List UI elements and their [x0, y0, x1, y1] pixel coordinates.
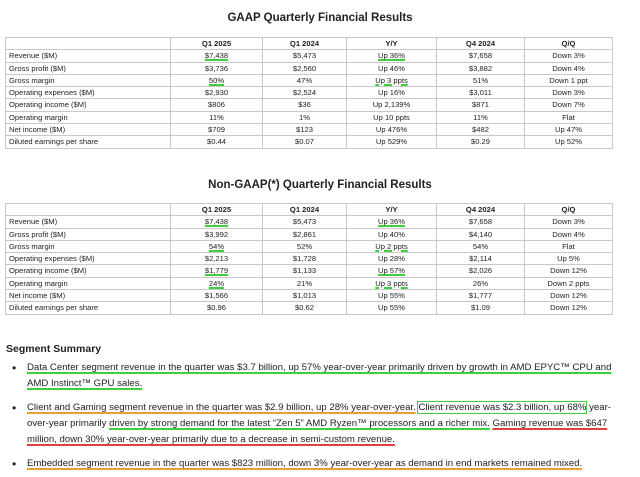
cell-value: Up 28% [377, 254, 406, 264]
row-label [6, 265, 171, 277]
cell-value: Up 2,139% [372, 100, 411, 110]
table-header-row [6, 38, 613, 50]
cell-value: 24% [208, 278, 225, 288]
table-row [6, 228, 613, 240]
table-cell [347, 87, 437, 99]
cell-value: $7,438 [204, 217, 229, 227]
cell-value: $3,992 [204, 229, 229, 239]
cell-value: Net income ($M) [9, 125, 66, 135]
row-label [6, 277, 171, 289]
cell-value: Up 476% [375, 125, 408, 135]
cell-value: Down 7% [552, 100, 585, 110]
cell-value: $1.09 [470, 303, 490, 313]
table-cell [525, 111, 613, 123]
cell-value: Flat [562, 241, 575, 251]
table-cell [437, 228, 525, 240]
table-cell [263, 74, 347, 86]
table-cell [263, 253, 347, 265]
cell-value: $0.07 [294, 137, 314, 147]
table-row [6, 99, 613, 111]
row-label [6, 253, 171, 265]
table-cell [347, 277, 437, 289]
table-cell [171, 62, 263, 74]
row-label [6, 87, 171, 99]
cell-value: 50% [208, 75, 225, 85]
table-cell [263, 302, 347, 314]
table-row [6, 136, 613, 148]
segment-summary-list [0, 360, 630, 472]
table-row [6, 216, 613, 228]
table-cell [437, 136, 525, 148]
cell-value: 21% [296, 278, 313, 288]
gaap-results-table [5, 37, 613, 149]
cell-value: Up 10 ppts [373, 112, 410, 122]
table-cell [437, 87, 525, 99]
table-cell [263, 277, 347, 289]
table-cell [437, 216, 525, 228]
cell-value: $0.96 [206, 303, 226, 313]
column-header: Q4 2024 [437, 38, 525, 50]
cell-value: $123 [296, 125, 313, 135]
cell-value: $2,213 [204, 254, 229, 264]
cell-value: $2,560 [292, 63, 317, 73]
table-cell [347, 50, 437, 62]
gaming-revenue-text: Gaming revenue was $647 million, down 30% year-over-year primarily due to a decrease in semi-custom revenue. [27, 418, 608, 445]
column-header: Q/Q [525, 204, 613, 216]
table-cell [171, 124, 263, 136]
table-row [6, 240, 613, 252]
gaap-table-title: GAAP Quarterly Financial Results [227, 12, 413, 24]
cell-value: Gross profit ($M) [9, 229, 66, 239]
table-cell [171, 99, 263, 111]
table-cell [525, 228, 613, 240]
table-cell [171, 228, 263, 240]
table-cell [525, 50, 613, 62]
cell-value: $7,658 [468, 217, 493, 227]
table-cell [347, 228, 437, 240]
table-row [6, 277, 613, 289]
cell-value: $0.62 [294, 303, 314, 313]
table-cell [263, 290, 347, 302]
cell-value: Down 1 ppt [549, 75, 588, 85]
cell-value: $3,011 [469, 88, 492, 98]
cell-value: Flat [562, 112, 575, 122]
table-row [6, 124, 613, 136]
cell-value: $4,140 [468, 229, 493, 239]
table-cell [347, 124, 437, 136]
cell-value: $2,930 [204, 88, 229, 98]
cell-value: Up 3 ppts [375, 75, 408, 85]
cell-value: Up 2 ppts [375, 241, 408, 251]
table-cell [525, 124, 613, 136]
cell-value: $1,566 [204, 291, 229, 301]
table-cell [263, 99, 347, 111]
table-cell [437, 111, 525, 123]
table-cell [171, 277, 263, 289]
table-cell [171, 216, 263, 228]
cell-value: Operating margin [9, 278, 68, 288]
cell-value: $1,779 [204, 266, 229, 276]
bullet-icon: • [12, 457, 17, 471]
nongaap-table-title: Non-GAAP(*) Quarterly Financial Results [208, 179, 432, 191]
cell-value: 52% [296, 241, 313, 251]
cell-value: Down 12% [550, 303, 587, 313]
table-cell [263, 228, 347, 240]
table-cell [525, 99, 613, 111]
table-cell [263, 216, 347, 228]
cell-value: Up 52% [554, 137, 583, 147]
row-label [6, 228, 171, 240]
embedded-text: Embedded segment revenue in the quarter was $823 million, down 3% year-over-year as demand in end markets remained mixed. [27, 458, 583, 469]
cell-value: 54% [208, 241, 225, 251]
table-cell [525, 62, 613, 74]
table-cell [347, 62, 437, 74]
row-label [6, 216, 171, 228]
table-cell [171, 50, 263, 62]
bullet-icon: • [12, 401, 17, 415]
cell-value: Up 529% [375, 137, 408, 147]
table-cell [525, 290, 613, 302]
cell-value: Operating margin [9, 112, 68, 122]
table-cell [171, 240, 263, 252]
column-header: Q/Q [525, 38, 613, 50]
table-cell [171, 111, 263, 123]
row-label [6, 50, 171, 62]
cell-value: Down 3% [552, 88, 585, 98]
table-cell [437, 99, 525, 111]
table-cell [437, 124, 525, 136]
cell-value: $1,013 [292, 291, 317, 301]
cell-value: $36 [298, 100, 311, 110]
cell-value: Net income ($M) [9, 291, 66, 301]
table-cell [437, 50, 525, 62]
column-header [6, 38, 171, 50]
row-label [6, 240, 171, 252]
cell-value: 51% [472, 75, 489, 85]
cell-value: $871 [472, 100, 489, 110]
cell-value: $2,861 [292, 229, 317, 239]
table-cell [437, 290, 525, 302]
cell-value: Operating income ($M) [9, 266, 87, 276]
cell-value: Diluted earnings per share [9, 303, 99, 313]
table-cell [525, 74, 613, 86]
table-cell [347, 240, 437, 252]
table-cell [171, 74, 263, 86]
cell-value: $0.44 [206, 137, 226, 147]
cell-value: 11% [209, 112, 224, 122]
cell-value: Gross profit ($M) [9, 63, 66, 73]
row-label [6, 136, 171, 148]
table-cell [263, 265, 347, 277]
table-cell [263, 87, 347, 99]
cell-value: $2,114 [469, 254, 492, 264]
row-label [6, 302, 171, 314]
cell-value: Gross margin [9, 241, 55, 251]
cell-value: 47% [296, 75, 313, 85]
table-cell [263, 111, 347, 123]
table-cell [347, 74, 437, 86]
cell-value: Up 40% [377, 229, 406, 239]
cell-value: Up 3 ppts [375, 278, 408, 288]
cell-value: $2,026 [468, 266, 493, 276]
table-cell [347, 302, 437, 314]
cell-value: Up 5% [557, 254, 580, 264]
list-item-client-gaming [0, 400, 630, 448]
data-center-text: Data Center segment revenue in the quarter was $3.7 billion, up 57% year-over-year primarily driven by growth in AMD EPYC™ CPU and AMD Instinct™ GPU sales. [27, 362, 612, 389]
cell-value: Up 46% [377, 63, 406, 73]
cell-value: Diluted earnings per share [9, 137, 99, 147]
cell-value: Revenue ($M) [9, 51, 58, 61]
cell-value: Up 16% [377, 88, 406, 98]
table-cell [437, 265, 525, 277]
cell-value: Down 12% [550, 291, 587, 301]
cell-value: 11% [473, 112, 488, 122]
cell-value: Revenue ($M) [9, 217, 58, 227]
row-label [6, 290, 171, 302]
table-row [6, 62, 613, 74]
cell-value: $7,438 [204, 51, 229, 61]
table-cell [347, 111, 437, 123]
row-label [6, 62, 171, 74]
cell-value: $7,658 [468, 51, 493, 61]
client-revenue-box: Client revenue was $2.3 billion, up 68% [418, 402, 587, 413]
cell-value: Down 2 ppts [547, 278, 590, 288]
table-cell [171, 302, 263, 314]
column-header: Q1 2024 [263, 204, 347, 216]
segment-summary-heading: Segment Summary [6, 343, 102, 355]
table-cell [171, 87, 263, 99]
table-row [6, 253, 613, 265]
table-cell [171, 290, 263, 302]
table-cell [525, 302, 613, 314]
table-cell [347, 99, 437, 111]
column-header: Y/Y [347, 38, 437, 50]
table-cell [525, 240, 613, 252]
table-row [6, 111, 613, 123]
table-cell [437, 253, 525, 265]
table-cell [171, 265, 263, 277]
table-header-row [6, 204, 613, 216]
table-cell [263, 50, 347, 62]
column-header: Q1 2025 [171, 204, 263, 216]
cell-value: $2,524 [292, 88, 317, 98]
cell-value: $709 [208, 125, 225, 135]
cell-value: Operating expenses ($M) [9, 88, 95, 98]
table-cell [263, 62, 347, 74]
cell-value: $1,777 [468, 291, 493, 301]
table-cell [347, 290, 437, 302]
cell-value: Down 3% [552, 217, 585, 227]
cell-value: 54% [472, 241, 489, 251]
client-revenue-cont: year-over-year primarily [27, 402, 611, 429]
table-row [6, 302, 613, 314]
table-cell [347, 265, 437, 277]
cell-value: Up 55% [377, 303, 406, 313]
cell-value: $806 [208, 100, 225, 110]
cell-value: Up 36% [377, 51, 406, 61]
cell-value: Up 47% [554, 125, 583, 135]
table-cell [525, 87, 613, 99]
client-driver-text: driven by strong demand for the latest “Zen 5” AMD Ryzen™ processors and a richer mix. [109, 418, 490, 429]
cell-value: Operating income ($M) [9, 100, 87, 110]
column-header: Q1 2024 [263, 38, 347, 50]
cell-value: $1,133 [292, 266, 317, 276]
column-header: Q4 2024 [437, 204, 525, 216]
table-cell [171, 136, 263, 148]
table-row [6, 290, 613, 302]
row-label [6, 124, 171, 136]
row-label [6, 74, 171, 86]
row-label [6, 99, 171, 111]
table-cell [525, 136, 613, 148]
table-cell [525, 253, 613, 265]
bullet-icon: • [12, 361, 17, 375]
table-cell [347, 253, 437, 265]
list-item-embedded [0, 456, 630, 472]
table-row [6, 87, 613, 99]
table-cell [437, 302, 525, 314]
nongaap-results-table [5, 203, 613, 315]
table-cell [347, 216, 437, 228]
list-item-data-center [0, 360, 630, 392]
table-cell [263, 124, 347, 136]
table-row [6, 74, 613, 86]
cell-value: Down 12% [550, 266, 587, 276]
cell-value: $3,882 [468, 63, 493, 73]
cell-value: Down 4% [552, 229, 585, 239]
table-cell [263, 240, 347, 252]
table-cell [525, 265, 613, 277]
cell-value: Gross margin [9, 75, 55, 85]
cell-value: $0.29 [470, 137, 490, 147]
cell-value: Down 3% [552, 51, 585, 61]
cell-value: $482 [472, 125, 489, 135]
cell-value: 1% [299, 112, 310, 122]
column-header: Y/Y [347, 204, 437, 216]
column-header [6, 204, 171, 216]
cell-value: 26% [472, 278, 489, 288]
table-cell [263, 136, 347, 148]
cell-value: $3,736 [204, 63, 229, 73]
client-gaming-summary: Client and Gaming segment revenue in the quarter was $2.9 billion, up 28% year-over-year. [27, 402, 416, 413]
table-cell [347, 136, 437, 148]
table-cell [437, 277, 525, 289]
cell-value: Up 36% [377, 217, 406, 227]
table-cell [437, 74, 525, 86]
cell-value: $5,473 [292, 51, 317, 61]
cell-value: $1,728 [292, 254, 317, 264]
cell-value: Down 4% [552, 63, 585, 73]
table-cell [525, 277, 613, 289]
table-cell [171, 253, 263, 265]
table-row [6, 265, 613, 277]
column-header: Q1 2025 [171, 38, 263, 50]
cell-value: Up 55% [377, 291, 406, 301]
row-label [6, 111, 171, 123]
cell-value: Operating expenses ($M) [9, 254, 95, 264]
table-cell [437, 240, 525, 252]
table-cell [437, 62, 525, 74]
cell-value: Up 57% [377, 266, 406, 276]
table-row [6, 50, 613, 62]
cell-value: $5,473 [292, 217, 317, 227]
table-cell [525, 216, 613, 228]
